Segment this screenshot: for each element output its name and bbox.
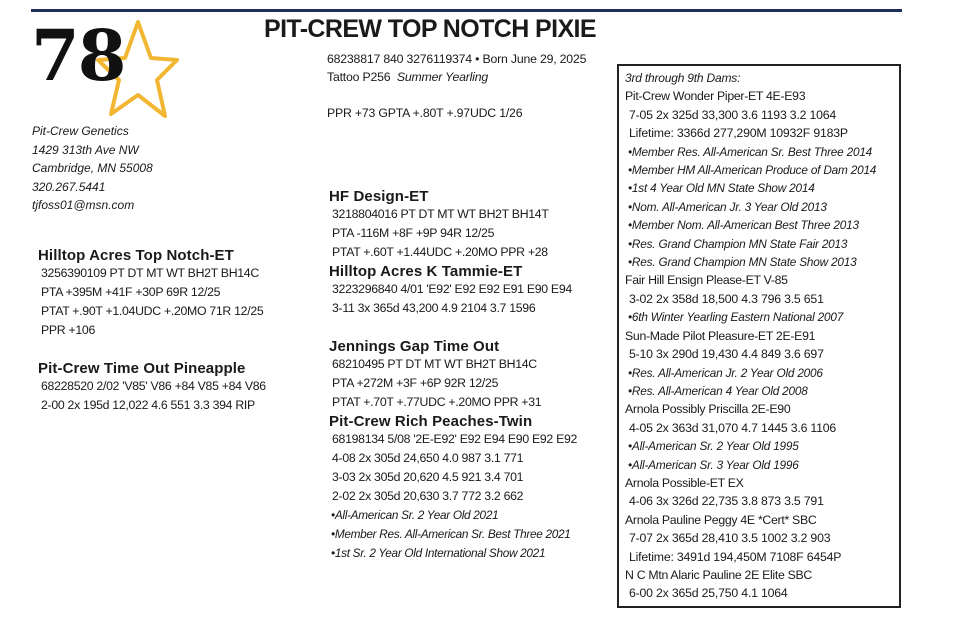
animal-id-line: 68238817 840 3276119374 • Born June 29, 2025	[327, 52, 587, 66]
dam-entry-award: •Res. All-American 4 Year Old 2008	[628, 383, 808, 398]
dam-entry-name: Arnola Possibly Priscilla 2E-E90	[625, 402, 791, 417]
dam-name: Pit-Crew Time Out Pineapple	[38, 360, 246, 377]
sire-sire-block	[329, 188, 549, 262]
dam-sire-line: 68210495 PT DT MT WT BH2T BH14C	[332, 357, 537, 371]
sire-dam-name: Hilltop Acres K Tammie-ET	[329, 263, 523, 280]
consignor-phone: 320.267.5441	[32, 179, 106, 194]
dam-dam-award: •All-American Sr. 2 Year Old 2021	[331, 508, 499, 522]
sire-dam-line: 3-11 3x 365d 43,200 4.9 2104 3.7 1596	[332, 301, 536, 315]
dam-line: 68228520 2/02 'V85' V86 +84 V85 +84 V86	[41, 379, 266, 393]
dam-entry-award: •Member Nom. All-American Best Three 2013	[628, 218, 859, 233]
dam-entry-award: •Res. All-American Jr. 2 Year Old 2006	[628, 365, 823, 380]
dam-dam-award: •Member Res. All-American Sr. Best Three 2021	[331, 527, 571, 541]
animal-tattoo-line	[327, 68, 586, 86]
dam-entry-record: Lifetime: 3491d 194,450M 7108F 6454P	[629, 549, 842, 564]
dam-entry-award: •Res. Grand Champion MN State Fair 2013	[628, 236, 848, 251]
dam-sire-line: PTAT +.70T +.77UDC +.20MO PPR +31	[332, 395, 542, 409]
dam-sire-block	[329, 338, 541, 412]
dam-entry-record: 4-05 2x 363d 31,070 4.7 1445 3.6 1106	[629, 420, 837, 435]
dam-entry-name: Arnola Pauline Peggy 4E *Cert* SBC	[625, 512, 817, 527]
tattoo: Tattoo P256	[327, 70, 391, 84]
animal-index: PPR +73 GPTA +.80T +.97UDC 1/26	[327, 106, 523, 120]
sire-sire-line: 3218804016 PT DT MT WT BH2T BH14T	[332, 207, 549, 221]
dam-entry-record: 7-07 2x 365d 28,410 3.5 1002 3.2 903	[629, 531, 831, 546]
dam-dam-block	[329, 413, 577, 563]
dam-entry-record: 6-00 2x 365d 25,750 4.1 1064	[629, 586, 788, 601]
dam-dam-record: 2-02 2x 305d 20,630 3.7 772 3.2 662	[332, 489, 524, 503]
dam-entry-name: Fair Hill Ensign Please-ET V-85	[625, 273, 788, 288]
dam-entry-award: •All-American Sr. 3 Year Old 1996	[628, 457, 799, 472]
sire-dam-line: 3223296840 4/01 'E92' E92 E92 E91 E90 E94	[332, 282, 572, 296]
dam-entry-award: •Res. Grand Champion MN State Show 2013	[628, 255, 857, 270]
dam-entry-award: •1st 4 Year Old MN State Show 2014	[628, 181, 815, 196]
dam-line: 2-00 2x 195d 12,022 4.6 551 3.3 394 RIP	[41, 398, 255, 412]
consignor-address-2: Cambridge, MN 55008	[32, 161, 153, 175]
sire-line: PPR +106	[41, 323, 95, 337]
sire-sire-name: HF Design-ET	[329, 188, 429, 205]
dam-entry-award: •Member Res. All-American Sr. Best Three 2014	[628, 144, 873, 159]
dam-entry-award: •Nom. All-American Jr. 3 Year Old 2013	[628, 199, 827, 214]
sire-sire-line: PTAT +.60T +1.44UDC +.20MO PPR +28	[332, 245, 548, 259]
dam-entry-record: Lifetime: 3366d 277,290M 10932F 9183P	[629, 126, 848, 141]
dam-entry-record: 3-02 2x 358d 18,500 4.3 796 3.5 651	[629, 291, 824, 306]
dam-entry-name: Arnola Possible-ET EX	[625, 475, 744, 490]
dam-block	[38, 360, 266, 415]
dam-dam-record: 3-03 2x 305d 20,620 4.5 921 3.4 701	[332, 470, 524, 484]
lot-number: 78	[31, 14, 125, 97]
animal-info	[327, 50, 586, 122]
consignor-email: tjfoss01@msn.com	[32, 198, 135, 212]
dam-entry-award: •Member HM All-American Produce of Dam 2014	[628, 163, 877, 178]
sire-sire-line: PTA -116M +8F +9P 94R 12/25	[332, 226, 495, 240]
sire-line: PTA +395M +41F +30P 69R 12/25	[41, 285, 221, 299]
dam-sire-line: PTA +272M +3F +6P 92R 12/25	[332, 376, 499, 390]
dam-entry-name: Sun-Made Pilot Pleasure-ET 2E-E91	[625, 328, 816, 343]
dam-sire-name: Jennings Gap Time Out	[329, 338, 500, 355]
sire-line: 3256390109 PT DT MT WT BH2T BH14C	[41, 266, 259, 280]
dam-entry-record: 5-10 3x 290d 19,430 4.4 849 3.6 697	[629, 347, 824, 362]
dam-dam-name: Pit-Crew Rich Peaches-Twin	[329, 413, 533, 430]
sire-line: PTAT +.90T +1.04UDC +.20MO 71R 12/25	[41, 304, 264, 318]
sire-name: Hilltop Acres Top Notch-ET	[38, 247, 234, 264]
consignor-name: Pit-Crew Genetics	[32, 124, 129, 138]
dam-dam-record: 4-08 2x 305d 24,650 4.0 987 3.1 771	[332, 451, 524, 465]
animal-title: PIT-CREW TOP NOTCH PIXIE	[264, 15, 596, 43]
sire-dam-block	[329, 263, 572, 318]
sire-block	[38, 247, 263, 340]
top-rule	[31, 9, 902, 12]
dam-entry-award: •6th Winter Yearling Eastern National 2007	[628, 310, 844, 325]
dams-header: 3rd through 9th Dams:	[625, 71, 741, 85]
dam-entry-award: •All-American Sr. 2 Year Old 1995	[628, 439, 799, 454]
consignor-address-1: 1429 313th Ave NW	[32, 142, 139, 157]
dam-entry-name: N C Mtn Alaric Pauline 2E Elite SBC	[625, 567, 813, 582]
dam-entry-record: 7-05 2x 325d 33,300 3.6 1193 3.2 1064	[629, 107, 837, 122]
dam-dam-line: 68198134 5/08 '2E-E92' E92 E94 E90 E92 E92	[332, 432, 578, 446]
consignor-info	[32, 122, 153, 215]
dam-entry-record: 4-06 3x 326d 22,735 3.8 873 3.5 791	[629, 494, 824, 509]
animal-class: Summer Yearling	[396, 70, 488, 84]
dams-list	[625, 69, 876, 603]
dam-entry-name: Pit-Crew Wonder Piper-ET 4E-E93	[625, 89, 806, 104]
dam-dam-award: •1st Sr. 2 Year Old International Show 2021	[331, 546, 546, 560]
